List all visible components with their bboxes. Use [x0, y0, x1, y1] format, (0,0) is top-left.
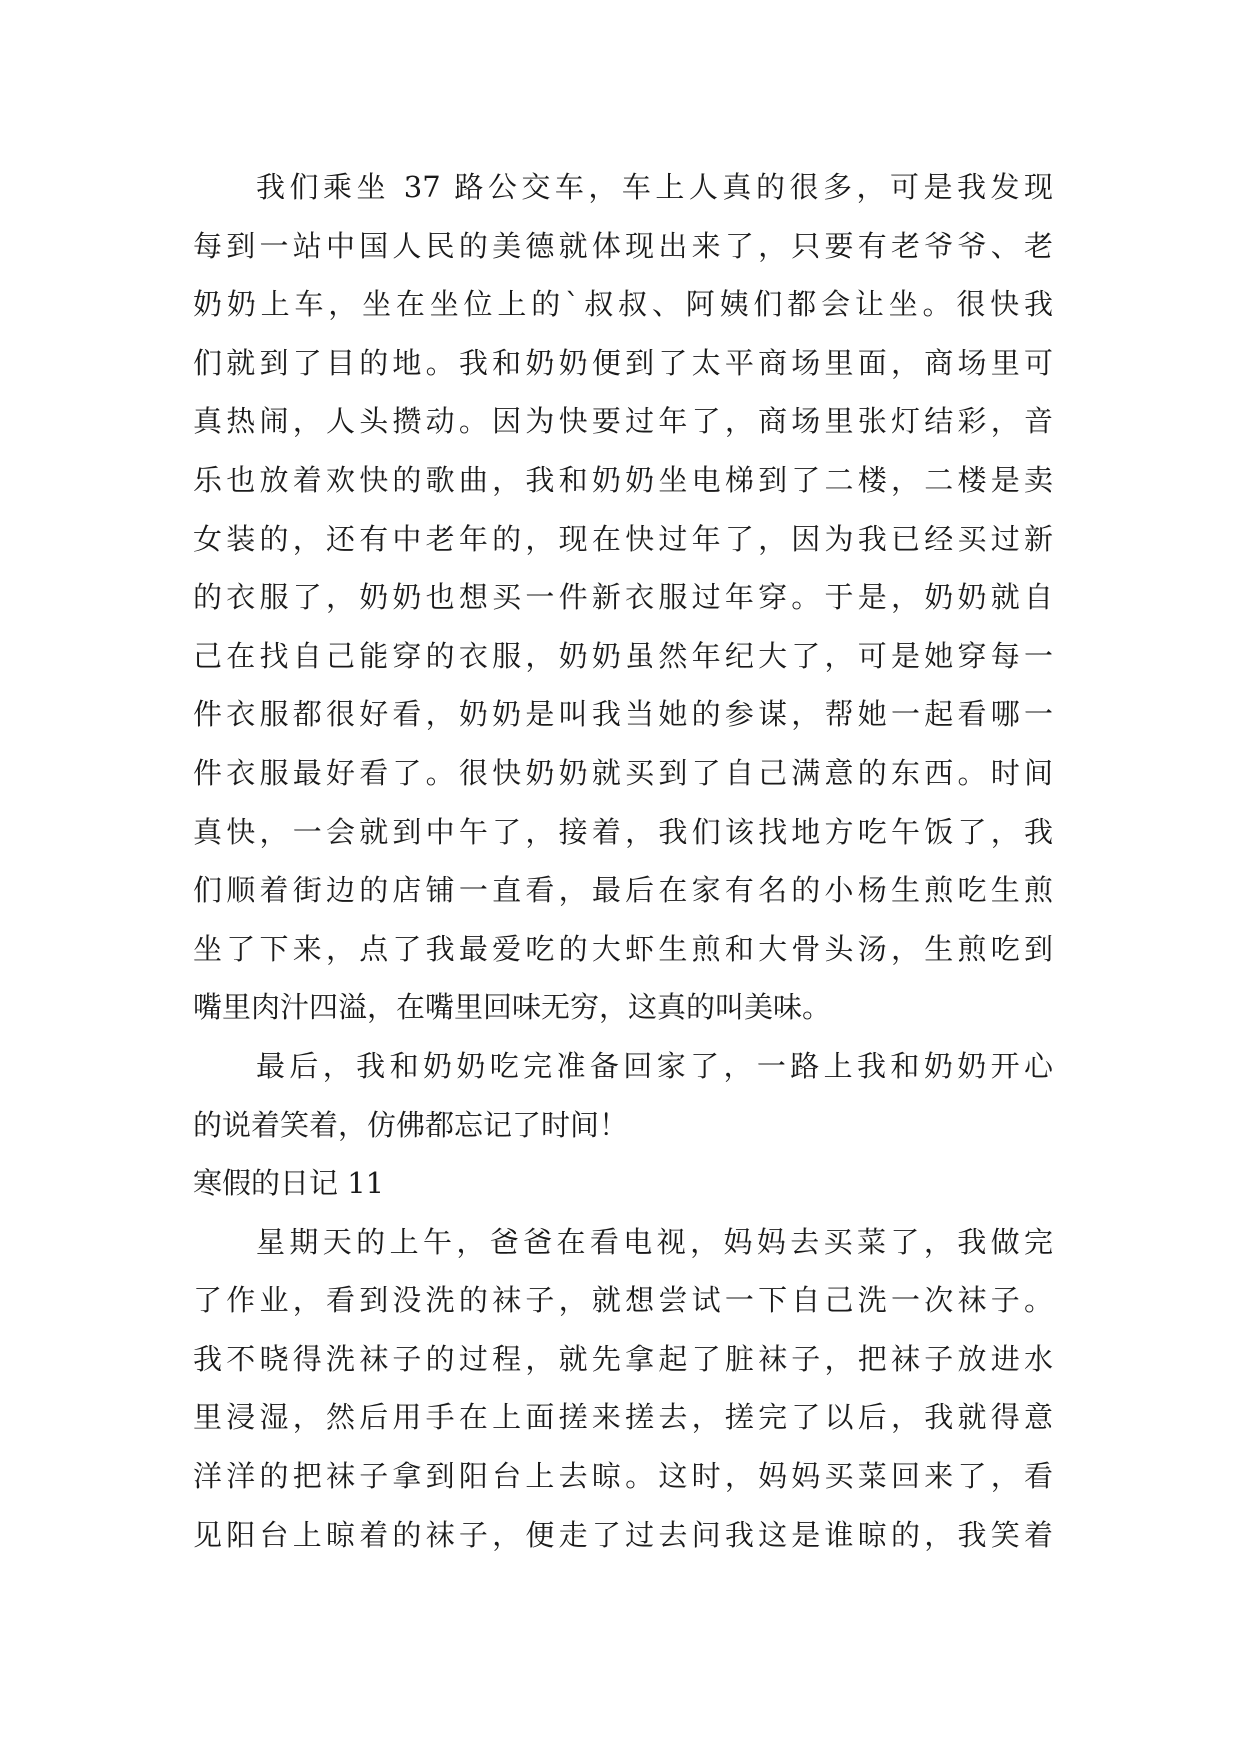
text-line: 最后，我和奶奶吃完准备回家了，一路上我和奶奶开心: [256, 1048, 1053, 1083]
text-line: 坐了下来，点了我最爱吃的大虾生煎和大骨头汤，生煎吃到: [193, 931, 1053, 966]
text-line: 女装的，还有中老年的，现在快过年了，因为我已经买过新: [193, 521, 1053, 556]
diary-heading: 寒假的日记 11: [193, 1166, 385, 1201]
text-line: 奶奶上车，坐在坐位上的`叔叔、阿姨们都会让坐。很快我: [193, 287, 1053, 322]
text-line: 里浸湿，然后用手在上面搓来搓去，搓完了以后，我就得意: [193, 1400, 1053, 1435]
text-line: 件衣服最好看了。很快奶奶就买到了自己满意的东西。时间: [193, 755, 1053, 790]
text-line: 己在找自己能穿的衣服，奶奶虽然年纪大了，可是她穿每一: [193, 638, 1053, 673]
text-line: 每到一站中国人民的美德就体现出来了，只要有老爷爷、老: [193, 228, 1053, 263]
text-line: 们就到了目的地。我和奶奶便到了太平商场里面，商场里可: [193, 345, 1053, 380]
text-line: 我们乘坐 37 路公交车，车上人真的很多，可是我发现: [256, 170, 1053, 204]
text-line: 星期天的上午，爸爸在看电视，妈妈去买菜了，我做完: [256, 1224, 1053, 1259]
text-line: 乐也放着欢快的歌曲，我和奶奶坐电梯到了二楼，二楼是卖: [193, 462, 1053, 497]
text-line: 见阳台上晾着的袜子，便走了过去问我这是谁晾的，我笑着: [193, 1517, 1053, 1552]
text-line: 真热闹，人头攒动。因为快要过年了，商场里张灯结彩，音: [193, 404, 1053, 439]
text-line: 真快，一会就到中午了，接着，我们该找地方吃午饭了，我: [193, 814, 1053, 849]
paragraph-going-home: [193, 1037, 1053, 1154]
text-line: 件衣服都很好看，奶奶是叫我当她的参谋，帮她一起看哪一: [193, 697, 1053, 732]
text-line: 们顺着街边的店铺一直看，最后在家有名的小杨生煎吃生煎: [193, 873, 1053, 908]
document-body: [193, 158, 1053, 1564]
paragraph-washing-socks: [193, 1213, 1053, 1565]
text-line: 我不晓得洗袜子的过程，就先拿起了脏袜子，把袜子放进水: [193, 1341, 1053, 1376]
text-line: 了作业，看到没洗的袜子，就想尝试一下自己洗一次袜子。: [193, 1283, 1053, 1318]
text-line: 嘴里肉汁四溢，在嘴里回味无穷，这真的叫美味。: [193, 990, 832, 1025]
text-line: 洋洋的把袜子拿到阳台上去晾。这时，妈妈买菜回来了，看: [193, 1459, 1053, 1494]
paragraph-trip-shopping: [193, 158, 1053, 1037]
text-line: 的说着笑着，仿佛都忘记了时间！: [193, 1107, 629, 1142]
text-line: 的衣服了，奶奶也想买一件新衣服过年穿。于是，奶奶就自: [193, 580, 1053, 615]
